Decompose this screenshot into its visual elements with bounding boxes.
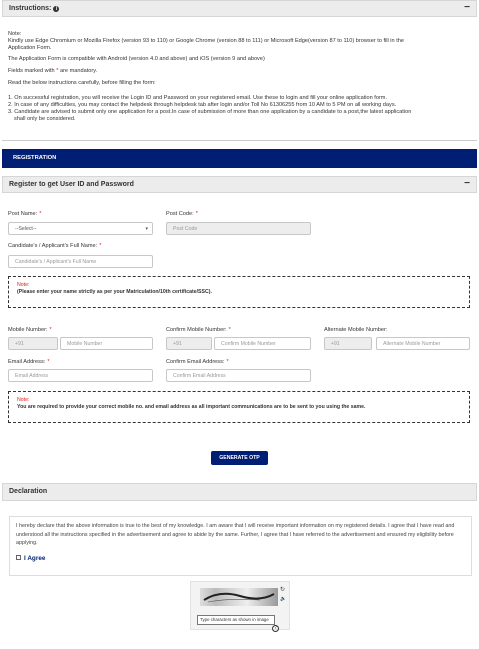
captcha-input[interactable]: Type characters as shown in image — [197, 615, 275, 625]
declaration-title: Declaration — [9, 488, 48, 495]
confirm-mobile-label: Confirm Mobile Number: * — [166, 327, 231, 333]
register-title: Register to get User ID and Password — [9, 181, 134, 188]
contact-note-text: You are required to provide your correct mobile no. and email address as all important communications are to be sent to you using the same. — [17, 404, 366, 410]
country-code: +91 — [8, 337, 58, 350]
country-code: +91 — [324, 337, 372, 350]
confirm-mobile-input[interactable]: Confirm Mobile Number — [214, 337, 311, 350]
full-name-label: Candidate's / Applicant's Full Name: * — [8, 243, 102, 249]
refresh-icon[interactable]: ↻ — [280, 587, 286, 593]
declaration-box — [9, 516, 472, 576]
collapse-toggle-icon[interactable]: − — [464, 178, 470, 189]
name-note-text: (Please enter your name strictly as per your Matriculation/10th certificate/SSC). — [17, 289, 212, 295]
speaker-icon[interactable]: 🔈 — [280, 596, 287, 602]
collapse-toggle-icon[interactable]: − — [464, 2, 470, 13]
instructions-header[interactable] — [2, 0, 477, 17]
confirm-email-input[interactable]: Confirm Email Address — [166, 369, 311, 382]
alt-mobile-input[interactable]: Alternate Mobile Number — [376, 337, 470, 350]
country-code: +91 — [166, 337, 212, 350]
info-icon: i — [53, 6, 59, 12]
browser-note-line1: Kindly use Edge Chromium or Mozilla Firefox (version 93 to 110) or Google Chrome (version 88 to 111) or Microsoft Edge(version 87 to 110) browser to fill in the — [8, 38, 404, 44]
post-code-input[interactable]: Post Code — [166, 222, 311, 235]
declaration-text: I hereby declare that the above information is true to the best of my knowledge. I am aware that I will receive important information on my registered details. I agree that I have read and understood all the instructions specified in the advertisement and agree to abide by the same. Further, I agree that I have referred to the advertisement and ensured my eligibility before applying. — [16, 523, 455, 547]
captcha-image — [200, 588, 278, 606]
post-name-label: Post Name: * — [8, 211, 42, 217]
register-header[interactable] — [2, 176, 477, 193]
instruction-item: 3. Candidate are advised to submit only one application for a post.In case of submission of more than one application by a candidate to a post,the latest application — [8, 109, 412, 115]
captcha-box — [190, 581, 290, 630]
full-name-input[interactable]: Candidate's / Applicant's Full Name — [8, 255, 153, 268]
note-label: Note: — [17, 397, 30, 403]
post-code-label: Post Code: * — [166, 211, 198, 217]
instruction-item: 1. On successful registration, you will receive the Login ID and Password on your registered email. Use these to login and fill your online application form. — [8, 95, 388, 101]
post-name-select[interactable]: --Select-- ▾ — [8, 222, 153, 235]
mobile-compat-note: The Application Form is compatible with Android (version 4.0 and above) and iOS (version 9 and above) — [8, 56, 265, 62]
generate-otp-button[interactable]: GENERATE OTP — [211, 451, 268, 465]
email-input[interactable]: Email Address — [8, 369, 153, 382]
confirm-email-label: Confirm Email Address: * — [166, 359, 229, 365]
checkbox-icon[interactable] — [16, 555, 21, 560]
read-instructions-line: Read the below instructions carefully, before filling the form: — [8, 80, 156, 86]
instruction-item: 2. In case of any difficulties, you may contact the helpdesk through helpdesk tab after login and/or Toll No 61306255 from 10 AM to 5 PM on all working days. — [8, 102, 397, 108]
instruction-item: shall only be considered. — [14, 116, 76, 122]
instructions-title: Instructions: i — [9, 5, 59, 12]
mobile-input[interactable]: Mobile Number — [60, 337, 153, 350]
registration-bar: REGISTRATION — [2, 149, 477, 168]
declaration-header — [2, 483, 477, 501]
divider — [2, 140, 477, 141]
contact-note-box — [8, 391, 470, 423]
mobile-label: Mobile Number: * — [8, 327, 52, 333]
agree-checkbox[interactable]: I Agree — [16, 555, 45, 562]
alt-mobile-label: Alternate Mobile Number: — [324, 327, 388, 333]
email-label: Email Address: * — [8, 359, 50, 365]
note-label: Note: — [17, 282, 30, 288]
name-note-box — [8, 276, 470, 308]
note-label: Note: — [8, 31, 22, 37]
browser-note-line2: Application Form. — [8, 45, 52, 51]
help-icon[interactable]: ? — [272, 625, 279, 632]
mandatory-note: Fields marked with * are mandatory. — [8, 68, 98, 74]
chevron-down-icon: ▾ — [145, 226, 148, 232]
